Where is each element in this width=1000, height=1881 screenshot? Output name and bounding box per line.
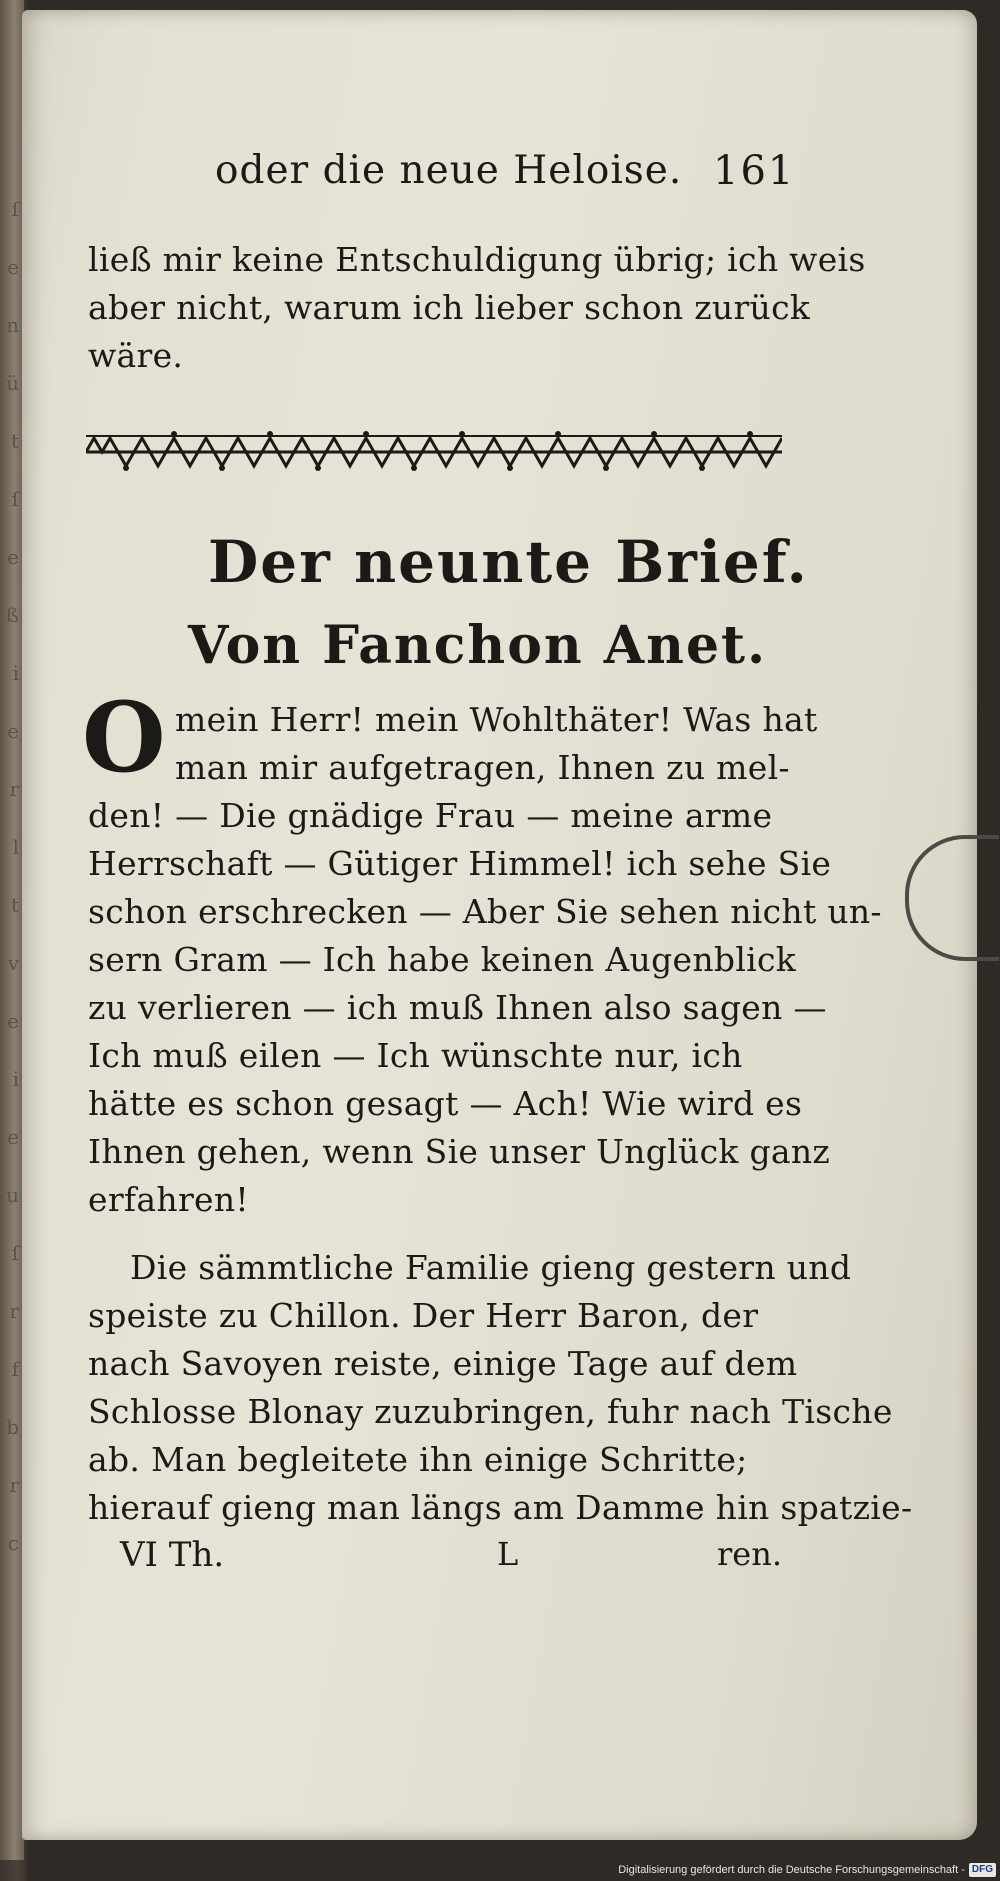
- text-line: Ihnen gehen, wenn Sie unser Unglück ganz: [88, 1132, 831, 1171]
- letter-heading: Der neunte Brief.: [208, 528, 809, 596]
- text-line: mein Herr! mein Wohlthäter! Was hat: [175, 700, 818, 739]
- facing-page-edge: ſ e n ü t ſ e ß i e r l t v e i e u ſ r f b r c: [5, 197, 19, 1555]
- text-line: schon erschrecken — Aber Sie sehen nicht un-: [88, 892, 882, 931]
- text-line: zu verlieren — ich muß Ihnen also sagen —: [88, 988, 827, 1027]
- text-line: speiste zu Chillon. Der Herr Baron, der: [88, 1296, 759, 1335]
- credit-text: Digitalisierung gefördert durch die Deutsche Forschungsgemeinschaft -: [618, 1864, 965, 1876]
- drop-cap: O: [82, 681, 166, 794]
- text-line: aber nicht, warum ich lieber schon zurück: [88, 288, 811, 327]
- text-line: ließ mir keine Entschuldigung übrig; ich weis: [88, 240, 866, 279]
- page-number: 161: [713, 148, 796, 194]
- letter-sender: Von Fanchon Anet.: [188, 615, 768, 676]
- digitization-credit: [618, 1861, 996, 1879]
- decorative-ornament-band: [86, 430, 782, 474]
- text-line: ab. Man begleitete ihn einige Schritte;: [88, 1440, 748, 1479]
- sheet-signature: VI Th.: [120, 1535, 225, 1575]
- text-line: Die sämmtliche Familie gieng gestern und: [130, 1248, 852, 1287]
- text-line: man mir aufgetragen, Ihnen zu mel-: [175, 748, 790, 787]
- text-line: wäre.: [88, 336, 184, 375]
- catchword: ren.: [717, 1535, 783, 1573]
- text-line: Schlosse Blonay zuzubringen, fuhr nach Tische: [88, 1392, 893, 1431]
- dfg-logo-icon: DFG: [969, 1863, 996, 1877]
- text-line: hierauf gieng man längs am Damme hin spatzie-: [88, 1488, 913, 1527]
- running-head: oder die neue Heloise.: [215, 148, 683, 193]
- text-line: sern Gram — Ich habe keinen Augenblick: [88, 940, 797, 979]
- text-line: den! — Die gnädige Frau — meine arme: [88, 796, 773, 835]
- text-line: Ich muß eilen — Ich wünschte nur, ich: [88, 1036, 743, 1075]
- text-line: Herrschaft — Gütiger Himmel! ich sehe Sie: [88, 844, 832, 883]
- text-line: hätte es schon gesagt — Ach! Wie wird es: [88, 1084, 803, 1123]
- text-line: erfahren!: [88, 1180, 249, 1219]
- signature-mark: L: [497, 1535, 519, 1573]
- text-line: nach Savoyen reiste, einige Tage auf dem: [88, 1344, 798, 1383]
